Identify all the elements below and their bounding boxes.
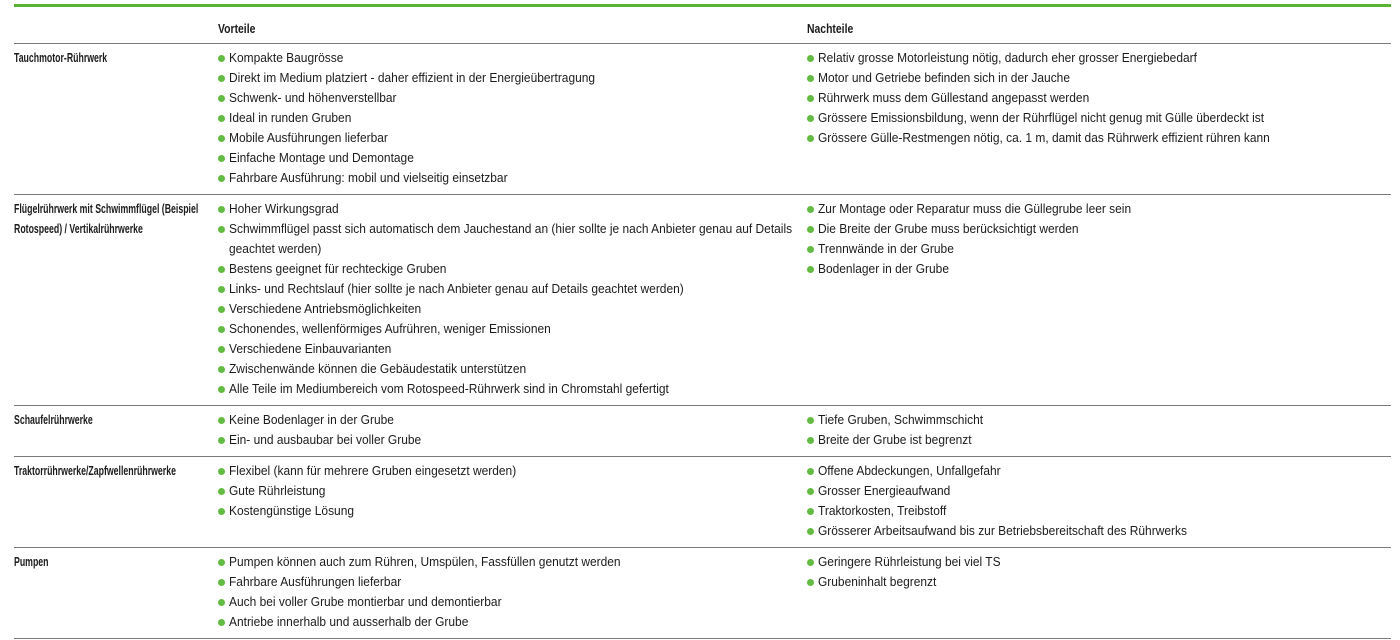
disadvantages-cell (807, 552, 1391, 592)
list-item-text: Auch bei voller Grube montierbar und demontierbar (229, 594, 502, 609)
bullet-icon (807, 528, 814, 535)
disadvantages-cell (807, 199, 1391, 279)
bullet-icon (218, 579, 225, 586)
list-item (218, 359, 807, 379)
bullet-icon (218, 559, 225, 566)
bullet-icon (807, 226, 814, 233)
advantages-list (218, 410, 807, 450)
list-item-text: Kompakte Baugrösse (229, 50, 344, 65)
list-item-text: Die Breite der Grube muss berücksichtigt werden (818, 221, 1079, 236)
row-label (14, 461, 218, 481)
disadvantages-list (807, 552, 1391, 592)
advantages-cell (218, 410, 807, 450)
list-item-text: Einfache Montage und Demontage (229, 150, 414, 165)
list-item (218, 48, 807, 68)
list-item (218, 279, 807, 299)
bullet-icon (807, 95, 814, 102)
list-item (807, 219, 1391, 239)
list-item-text: Mobile Ausführungen lieferbar (229, 130, 388, 145)
advantages-cell (218, 461, 807, 521)
list-item-text: Kostengünstige Lösung (229, 503, 355, 518)
table-header-row (14, 7, 1391, 44)
list-item-text: Ein- und ausbaubar bei voller Grube (229, 432, 422, 447)
list-item-text: Antriebe innerhalb und ausserhalb der Grube (229, 614, 469, 629)
list-item-text: Motor und Getriebe befinden sich in der Jauche (818, 70, 1070, 85)
list-item (807, 88, 1391, 108)
list-item-text: Alle Teile im Mediumbereich vom Rotospeed-Rührwerk sind in Chromstahl gefertigt (229, 381, 669, 396)
list-item (218, 552, 807, 572)
comparison-table-page (0, 4, 1400, 639)
list-item-text: Keine Bodenlager in der Grube (229, 412, 394, 427)
advantages-list (218, 199, 807, 399)
column-header-nachteile (807, 20, 1391, 37)
list-item-text: Flexibel (kann für mehrere Gruben eingesetzt werden) (229, 463, 517, 478)
list-item-text: Bodenlager in der Grube (818, 261, 949, 276)
list-item-text: Direkt im Medium platziert - daher effizient in der Energieübertragung (229, 70, 596, 85)
bullet-icon (218, 75, 225, 82)
list-item-text: Offene Abdeckungen, Unfallgefahr (818, 463, 1001, 478)
list-item-text: Grössere Emissionsbildung, wenn der Rührflügel nicht genug mit Gülle überdeckt ist (818, 110, 1265, 125)
bullet-icon (807, 468, 814, 475)
bullet-icon (218, 488, 225, 495)
bullet-icon (218, 386, 225, 393)
list-item (807, 108, 1391, 128)
bullet-icon (218, 95, 225, 102)
row-label (14, 48, 218, 68)
bullet-icon (807, 508, 814, 515)
list-item (218, 461, 807, 481)
bullet-icon (807, 266, 814, 273)
list-item-text: Schwimmflügel passt sich automatisch dem Jauchestand an (hier sollte je nach Anbieter genau auf Details geachtet werden) (229, 221, 793, 256)
disadvantages-cell (807, 48, 1391, 148)
advantages-cell (218, 199, 807, 399)
list-item (807, 259, 1391, 279)
bullet-icon (218, 437, 225, 444)
list-item (218, 592, 807, 612)
list-item (218, 259, 807, 279)
list-item (218, 148, 807, 168)
bullet-icon (218, 55, 225, 62)
bullet-icon (807, 135, 814, 142)
list-item (807, 68, 1391, 88)
bullet-icon (807, 55, 814, 62)
bullet-icon (218, 599, 225, 606)
list-item (218, 128, 807, 148)
bullet-icon (218, 206, 225, 213)
list-item-text: Verschiedene Einbauvarianten (229, 341, 392, 356)
list-item (218, 481, 807, 501)
advantages-cell (218, 552, 807, 632)
list-item-text: Pumpen können auch zum Rühren, Umspülen, Fassfüllen genutzt werden (229, 554, 621, 569)
list-item (218, 410, 807, 430)
list-item-text: Tiefe Gruben, Schwimmschicht (818, 412, 984, 427)
list-item-text: Fahrbare Ausführung: mobil und vielseitig einsetzbar (229, 170, 508, 185)
list-item-text: Grössere Gülle-Restmengen nötig, ca. 1 m, damit das Rührwerk effizient rühren kann (818, 130, 1270, 145)
list-item-text: Relativ grosse Motorleistung nötig, dadurch eher grosser Energiebedarf (818, 50, 1197, 65)
list-item (807, 410, 1391, 430)
bullet-icon (218, 619, 225, 626)
list-item (218, 319, 807, 339)
list-item-text: Zwischenwände können die Gebäudestatik unterstützen (229, 361, 527, 376)
list-item (218, 299, 807, 319)
row-label-text: Flügelrührwerk mit Schwimmflügel (Beispiel Rotospeed) / Vertikalrührwerke (14, 202, 199, 236)
bullet-icon (218, 346, 225, 353)
column-header-nachteile-label: Nachteile (807, 21, 854, 36)
list-item (807, 128, 1391, 148)
list-item (807, 48, 1391, 68)
list-item-text: Fahrbare Ausführungen lieferbar (229, 574, 402, 589)
bullet-icon (218, 135, 225, 142)
list-item-text: Trennwände in der Grube (818, 241, 954, 256)
list-item (218, 219, 807, 259)
list-item (807, 572, 1391, 592)
list-item (807, 501, 1391, 521)
row-label (14, 410, 218, 430)
list-item-text: Links- und Rechtslauf (hier sollte je nach Anbieter genau auf Details geachtet werden) (229, 281, 684, 296)
row-label (14, 552, 218, 572)
list-item-text: Schonendes, wellenförmiges Aufrühren, weniger Emissionen (229, 321, 551, 336)
disadvantages-list (807, 48, 1391, 148)
disadvantages-list (807, 410, 1391, 450)
advantages-list (218, 48, 807, 188)
disadvantages-list (807, 199, 1391, 279)
bullet-icon (807, 206, 814, 213)
list-item (218, 430, 807, 450)
list-item-text: Grösserer Arbeitsaufwand bis zur Betriebsbereitschaft des Rührwerks (818, 523, 1187, 538)
advantages-cell (218, 48, 807, 188)
list-item (807, 481, 1391, 501)
list-item (218, 68, 807, 88)
list-item-text: Rührwerk muss dem Güllestand angepasst werden (818, 90, 1090, 105)
row-label-text: Traktorrührwerke/Zapfwellenrührwerke (14, 464, 176, 478)
row-label-text: Pumpen (14, 555, 49, 569)
list-item-text: Verschiedene Antriebsmöglichkeiten (229, 301, 422, 316)
table-body (14, 44, 1391, 639)
list-item-text: Zur Montage oder Reparatur muss die Güllegrube leer sein (818, 201, 1132, 216)
bullet-icon (218, 286, 225, 293)
bullet-icon (807, 115, 814, 122)
advantages-list (218, 461, 807, 521)
list-item (807, 521, 1391, 541)
bullet-icon (218, 508, 225, 515)
list-item-text: Grosser Energieaufwand (818, 483, 951, 498)
bullet-icon (218, 468, 225, 475)
table-row (14, 195, 1391, 406)
bullet-icon (218, 175, 225, 182)
bullet-icon (807, 417, 814, 424)
advantages-list (218, 552, 807, 632)
list-item (218, 379, 807, 399)
bullet-icon (807, 559, 814, 566)
bullet-icon (218, 266, 225, 273)
disadvantages-list (807, 461, 1391, 541)
list-item-text: Grubeninhalt begrenzt (818, 574, 937, 589)
disadvantages-cell (807, 461, 1391, 541)
table-row (14, 406, 1391, 457)
bullet-icon (218, 115, 225, 122)
list-item (218, 168, 807, 188)
column-header-vorteile-label: Vorteile (218, 21, 256, 36)
bullet-icon (218, 306, 225, 313)
bullet-icon (807, 488, 814, 495)
bullet-icon (218, 155, 225, 162)
list-item (807, 199, 1391, 219)
disadvantages-cell (807, 410, 1391, 450)
list-item (807, 552, 1391, 572)
table-row (14, 457, 1391, 548)
list-item (807, 461, 1391, 481)
column-header-vorteile (218, 20, 807, 37)
list-item-text: Bestens geeignet für rechteckige Gruben (229, 261, 447, 276)
bullet-icon (807, 437, 814, 444)
row-label-text: Schaufelrührwerke (14, 413, 93, 427)
bullet-icon (218, 366, 225, 373)
table-row (14, 548, 1391, 639)
list-item (218, 572, 807, 592)
list-item-text: Schwenk- und höhenverstellbar (229, 90, 397, 105)
row-label-text: Tauchmotor-Rührwerk (14, 51, 108, 65)
bullet-icon (807, 579, 814, 586)
list-item (218, 88, 807, 108)
list-item-text: Gute Rührleistung (229, 483, 326, 498)
list-item (218, 108, 807, 128)
list-item (218, 612, 807, 632)
list-item-text: Breite der Grube ist begrenzt (818, 432, 972, 447)
list-item-text: Ideal in runden Gruben (229, 110, 352, 125)
bullet-icon (807, 246, 814, 253)
list-item (807, 430, 1391, 450)
bullet-icon (218, 326, 225, 333)
list-item-text: Hoher Wirkungsgrad (229, 201, 339, 216)
bullet-icon (807, 75, 814, 82)
list-item (218, 199, 807, 219)
list-item (807, 239, 1391, 259)
row-label (14, 199, 218, 239)
table-row (14, 44, 1391, 195)
list-item (218, 339, 807, 359)
bullet-icon (218, 226, 225, 233)
list-item-text: Traktorkosten, Treibstoff (818, 503, 947, 518)
list-item (218, 501, 807, 521)
list-item-text: Geringere Rührleistung bei viel TS (818, 554, 1001, 569)
bullet-icon (218, 417, 225, 424)
